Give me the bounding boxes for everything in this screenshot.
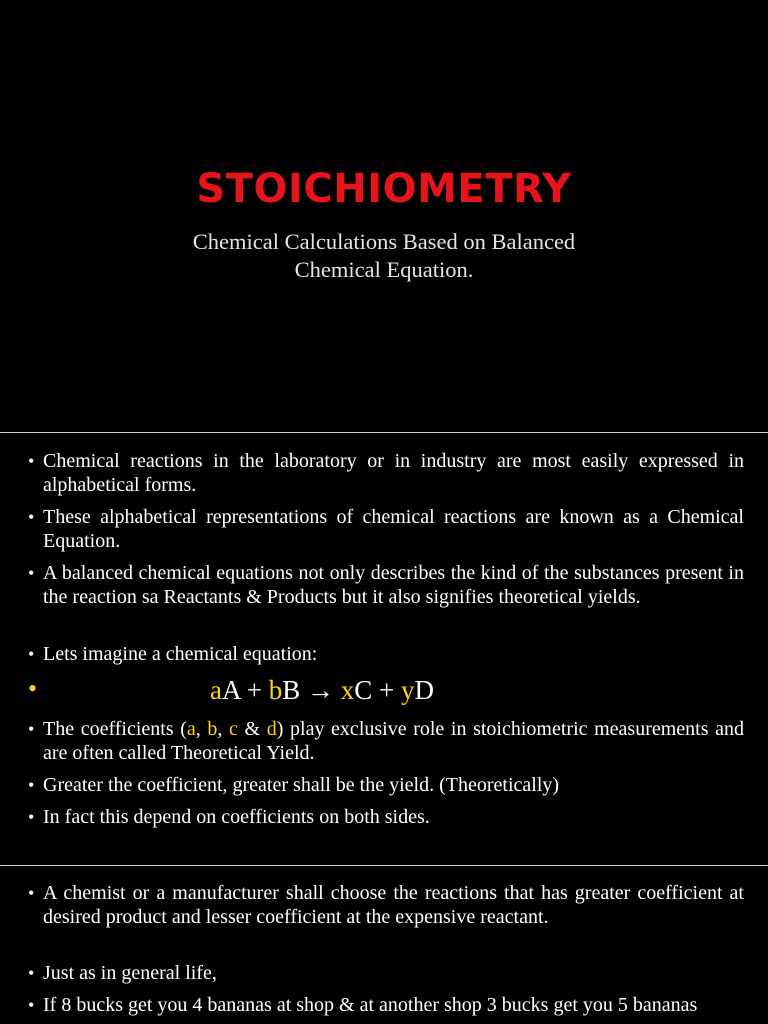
bullet-item: • A balanced chemical equations not only describes the kind of the substances present in the reaction sa Reactants & Products but it also signifies theoretical yields.	[28, 561, 744, 609]
coeff-text-post: ) play exclusive role in stoichiometric measurements and are often called Theoretical Yield.	[43, 718, 745, 764]
slide-subtitle	[0, 228, 768, 284]
equation-slide	[0, 433, 768, 865]
bullet-list	[28, 993, 744, 1017]
bullet-item: • Greater the coefficient, greater shall be the yield. (Theoretically)	[28, 773, 744, 797]
coefficient-a: a	[210, 675, 222, 705]
coeff-a: a	[186, 718, 196, 740]
bullet-list	[28, 961, 744, 985]
bullet-item: • Chemical reactions in the laboratory or in industry are most easily expressed in alphabetical forms.	[28, 449, 744, 497]
species-A: A +	[221, 675, 269, 705]
species-C: C +	[354, 675, 401, 705]
coeff-text-pre: The coefficients (	[43, 718, 187, 740]
bullet-list	[28, 805, 744, 829]
coeff-b: b	[207, 718, 218, 740]
equation-row	[28, 673, 744, 707]
coeff-c: c	[229, 718, 238, 740]
chemical-equation	[210, 673, 434, 707]
coefficient-x: x	[340, 675, 355, 705]
bullet-item: • These alphabetical representations of chemical reactions are known as a Chemical Equation.	[28, 505, 744, 553]
bullet-item: • If 8 bucks get you 4 bananas at shop & at another shop 3 bucks get you 5 bananas	[28, 993, 744, 1017]
coefficient-y: y	[401, 675, 415, 705]
title-slide	[0, 0, 768, 432]
coeff-sep: ,	[195, 718, 208, 740]
coeff-sep: ,	[217, 718, 230, 740]
bullet-item: • Lets imagine a chemical equation:	[28, 642, 744, 666]
bullet-list	[28, 642, 744, 666]
bullet-item: • In fact this depend on coefficients on both sides.	[28, 805, 744, 829]
bullet-list	[28, 561, 744, 609]
application-slide	[0, 866, 768, 1024]
slide-title: STOICHIOMETRY	[196, 166, 572, 212]
coefficient-b: b	[268, 675, 283, 705]
species-D: D	[414, 675, 434, 705]
coeff-sep: &	[237, 718, 267, 740]
bullet-list	[28, 717, 744, 765]
bullet-list	[28, 773, 744, 797]
bullet-item-coefficients	[28, 717, 744, 765]
bullet-item: • A chemist or a manufacturer shall choose the reactions that has greater coefficient at desired product and lesser coefficient at the expensive reactant.	[28, 881, 744, 929]
species-B: B →	[282, 675, 341, 705]
subtitle-line-1: Chemical Calculations Based on Balanced	[192, 229, 576, 254]
bullet-list	[28, 505, 744, 553]
equation-bullet: •	[28, 674, 38, 703]
bullet-list	[28, 881, 744, 929]
bullet-item: • Just as in general life,	[28, 961, 744, 985]
subtitle-line-2: Chemical Equation.	[294, 257, 474, 282]
coeff-d: d	[266, 718, 277, 740]
bullet-list	[28, 449, 744, 497]
